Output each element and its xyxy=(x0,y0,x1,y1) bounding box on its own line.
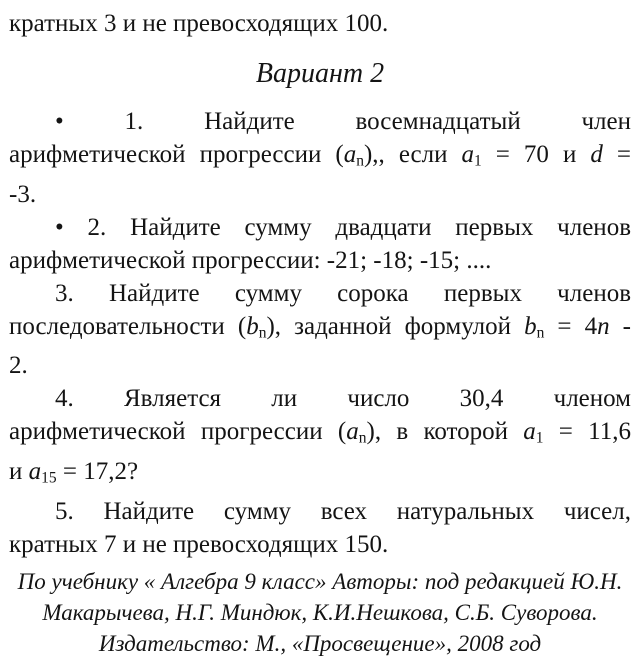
text-run: • 2. Найдите сумму двадцати первых членов xyxy=(55,213,631,241)
text-line xyxy=(9,310,631,350)
text-line xyxy=(9,178,631,211)
text-run: 3. Найдите сумму сорока первых членов xyxy=(55,279,631,307)
text-line xyxy=(9,277,631,310)
text-run: 2. xyxy=(9,352,28,380)
variant-title: Вариант 2 xyxy=(255,58,385,89)
text-line xyxy=(9,415,631,455)
text-line xyxy=(9,495,631,528)
citation-line-1: По учебнику « Алгебра 9 класс» Авторы: под редакцией Ю.Н. xyxy=(17,568,623,594)
math-variable: b xyxy=(524,312,537,340)
problem-1 xyxy=(9,105,631,211)
text-run: - xyxy=(609,312,631,340)
text-line xyxy=(9,455,631,495)
text-run: = xyxy=(602,141,631,168)
citation-line-2: Макарычева, Н.Г. Миндюк, К.И.Нешкова, С.Б. Суворова. xyxy=(42,599,598,625)
problem-4 xyxy=(9,382,631,494)
text-run: ), в которой xyxy=(366,418,524,446)
source-citation xyxy=(9,566,631,659)
text-line xyxy=(9,382,631,415)
problem-3 xyxy=(9,277,631,383)
text-run: кратных 7 и не превосходящих 150. xyxy=(9,530,389,558)
math-variable: a xyxy=(523,418,536,446)
text-run: -3. xyxy=(9,180,37,208)
math-subscript: n xyxy=(536,324,545,342)
text-run: 4. Является ли число 30,4 членом xyxy=(55,385,631,413)
text-run: = 70 и xyxy=(481,141,591,168)
text-line xyxy=(9,244,631,277)
math-subscript: n xyxy=(356,152,364,170)
text-run: • 1. Найдите восемнадцатый член xyxy=(55,108,631,135)
math-variable: n xyxy=(597,312,610,340)
text-run: арифметической прогрессии ( xyxy=(9,418,347,446)
problems xyxy=(9,105,631,561)
intro-text-line: кратных 3 и не превосходящих 100. xyxy=(9,10,389,37)
text-run: ), заданной формулой xyxy=(266,312,525,340)
math-subscript: n xyxy=(358,430,367,448)
math-subscript: 1 xyxy=(535,430,544,448)
math-variable: a xyxy=(343,141,357,168)
math-variable: b xyxy=(246,312,259,340)
math-variable: a xyxy=(28,458,42,486)
math-variable: a xyxy=(461,141,475,168)
text-run: и xyxy=(9,458,29,486)
text-run: ),, если xyxy=(363,141,462,168)
math-variable: a xyxy=(346,418,359,446)
math-subscript: 1 xyxy=(474,152,482,170)
math-subscript: n xyxy=(258,324,267,342)
text-line xyxy=(9,349,631,382)
text-line xyxy=(9,211,631,244)
text-run: последовательности ( xyxy=(9,312,247,340)
text-run: = 17,2? xyxy=(56,458,139,486)
text-run: арифметической прогрессии ( xyxy=(9,141,344,168)
problem-5 xyxy=(9,495,631,561)
text-run: арифметической прогрессии: -21; -18; -15; .... xyxy=(9,246,492,274)
text-line xyxy=(9,105,631,138)
math-subscript: 15 xyxy=(41,469,57,487)
text-run: = 11,6 xyxy=(543,418,632,446)
problem-2 xyxy=(9,211,631,277)
math-variable: d xyxy=(590,141,603,168)
text-run: 5. Найдите сумму всех натуральных чисел, xyxy=(55,497,631,525)
text-line xyxy=(9,138,631,178)
citation-line-3: Издательство: М., «Просвещение», 2008 год xyxy=(98,630,542,656)
text-run: = 4 xyxy=(544,312,598,340)
text-line xyxy=(9,528,631,561)
